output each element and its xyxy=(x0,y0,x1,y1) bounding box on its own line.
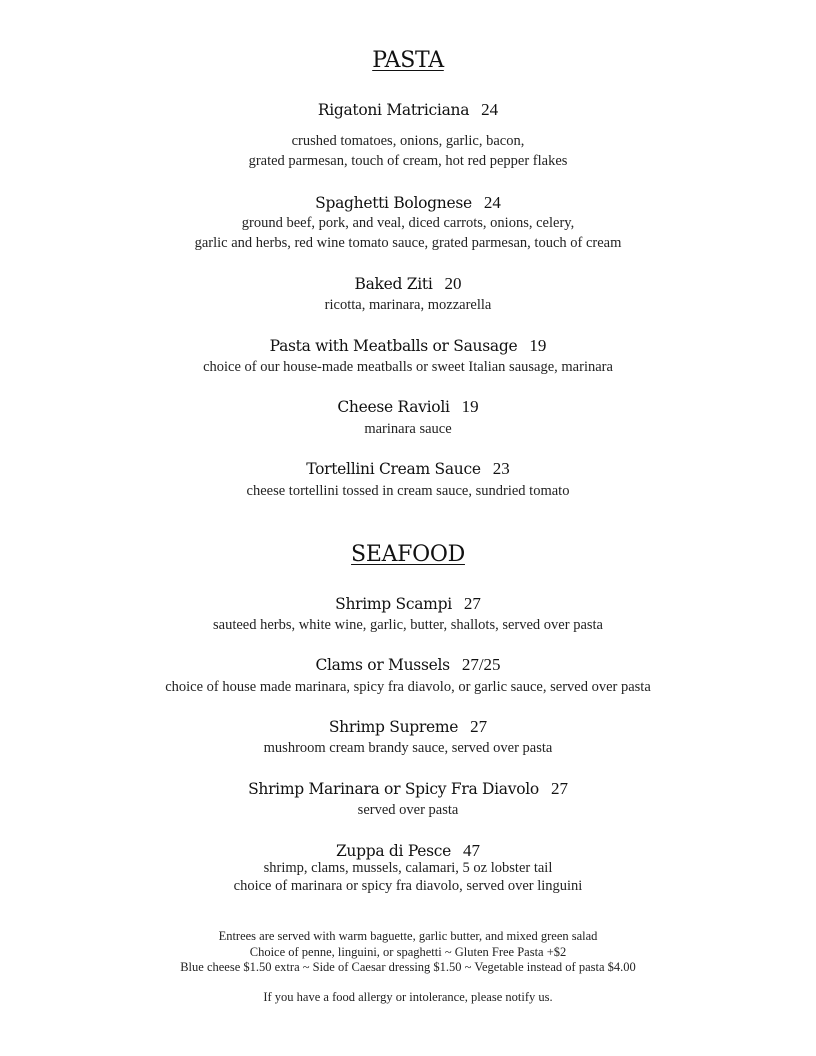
item-description: crushed tomatoes, onions, garlic, bacon, xyxy=(291,133,525,149)
menu-item-pasta-meatballs-sausage xyxy=(0,336,816,356)
item-description: choice of marinara or spicy fra diavolo, served over linguini xyxy=(233,878,583,894)
menu-item-cheese-ravioli xyxy=(0,397,816,417)
menu-item-shrimp-marinara-fra-diavolo xyxy=(0,779,816,799)
item-name: Shrimp Marinara or Spicy Fra Diavolo xyxy=(248,780,539,798)
item-description: sauteed herbs, white wine, garlic, butter, shallots, served over pasta xyxy=(213,617,603,633)
footer-note: Blue cheese $1.50 extra ~ Side of Caesar dressing $1.50 ~ Vegetable instead of pasta $4.00 xyxy=(180,960,636,974)
item-name: Baked Ziti xyxy=(354,275,433,293)
item-name: Tortellini Cream Sauce xyxy=(306,460,481,478)
item-description: mushroom cream brandy sauce, served over pasta xyxy=(263,740,553,756)
item-name: Pasta with Meatballs or Sausage xyxy=(269,337,518,355)
item-description: grated parmesan, touch of cream, hot red pepper flakes xyxy=(248,153,568,169)
menu-item-shrimp-scampi xyxy=(0,594,816,614)
item-price: 27/25 xyxy=(461,655,501,674)
item-price: 20 xyxy=(444,274,462,293)
seafood-section-title: SEAFOOD xyxy=(351,542,465,567)
menu-item-baked-ziti xyxy=(0,274,816,294)
menu-item-shrimp-supreme xyxy=(0,717,816,737)
footer-note: Entrees are served with warm baguette, garlic butter, and mixed green salad xyxy=(218,929,598,943)
menu-item-clams-mussels xyxy=(0,655,816,675)
item-description: served over pasta xyxy=(357,802,459,818)
item-name: Clams or Mussels xyxy=(315,656,450,674)
item-name: Spaghetti Bolognese xyxy=(315,194,472,212)
item-price: 24 xyxy=(481,100,499,119)
item-price: 27 xyxy=(470,717,488,736)
item-description: ricotta, marinara, mozzarella xyxy=(324,297,492,313)
menu-item-tortellini-cream-sauce xyxy=(0,459,816,479)
item-description: cheese tortellini tossed in cream sauce, sundried tomato xyxy=(246,483,570,499)
item-name: Rigatoni Matriciana xyxy=(317,101,470,119)
allergy-notice: If you have a food allergy or intolerance, please notify us. xyxy=(263,990,553,1004)
footer-note: Choice of penne, linguini, or spaghetti ~ Gluten Free Pasta +$2 xyxy=(249,945,567,959)
item-price: 24 xyxy=(483,193,501,212)
item-description: marinara sauce xyxy=(364,421,452,437)
menu-item-zuppa-di-pesce xyxy=(0,841,816,861)
item-price: 19 xyxy=(461,397,479,416)
item-price: 23 xyxy=(492,459,510,478)
item-description: garlic and herbs, red wine tomato sauce, grated parmesan, touch of cream xyxy=(194,235,622,251)
pasta-section-title: PASTA xyxy=(372,48,444,73)
item-description: choice of house made marinara, spicy fra diavolo, or garlic sauce, served over pasta xyxy=(165,679,651,695)
item-price: 47 xyxy=(463,841,481,860)
item-price: 27 xyxy=(550,779,568,798)
menu-item-spaghetti-bolognese xyxy=(0,193,816,213)
item-description: shrimp, clams, mussels, calamari, 5 oz lobster tail xyxy=(263,860,553,876)
item-name: Shrimp Scampi xyxy=(335,595,452,613)
item-description: choice of our house-made meatballs or sweet Italian sausage, marinara xyxy=(203,359,613,375)
item-name: Shrimp Supreme xyxy=(328,718,459,736)
menu-item-rigatoni-matriciana xyxy=(0,100,816,120)
item-price: 27 xyxy=(463,594,481,613)
item-name: Cheese Ravioli xyxy=(337,398,450,416)
item-description: ground beef, pork, and veal, diced carrots, onions, celery, xyxy=(241,215,575,231)
item-price: 19 xyxy=(529,336,547,355)
item-name: Zuppa di Pesce xyxy=(335,842,452,860)
